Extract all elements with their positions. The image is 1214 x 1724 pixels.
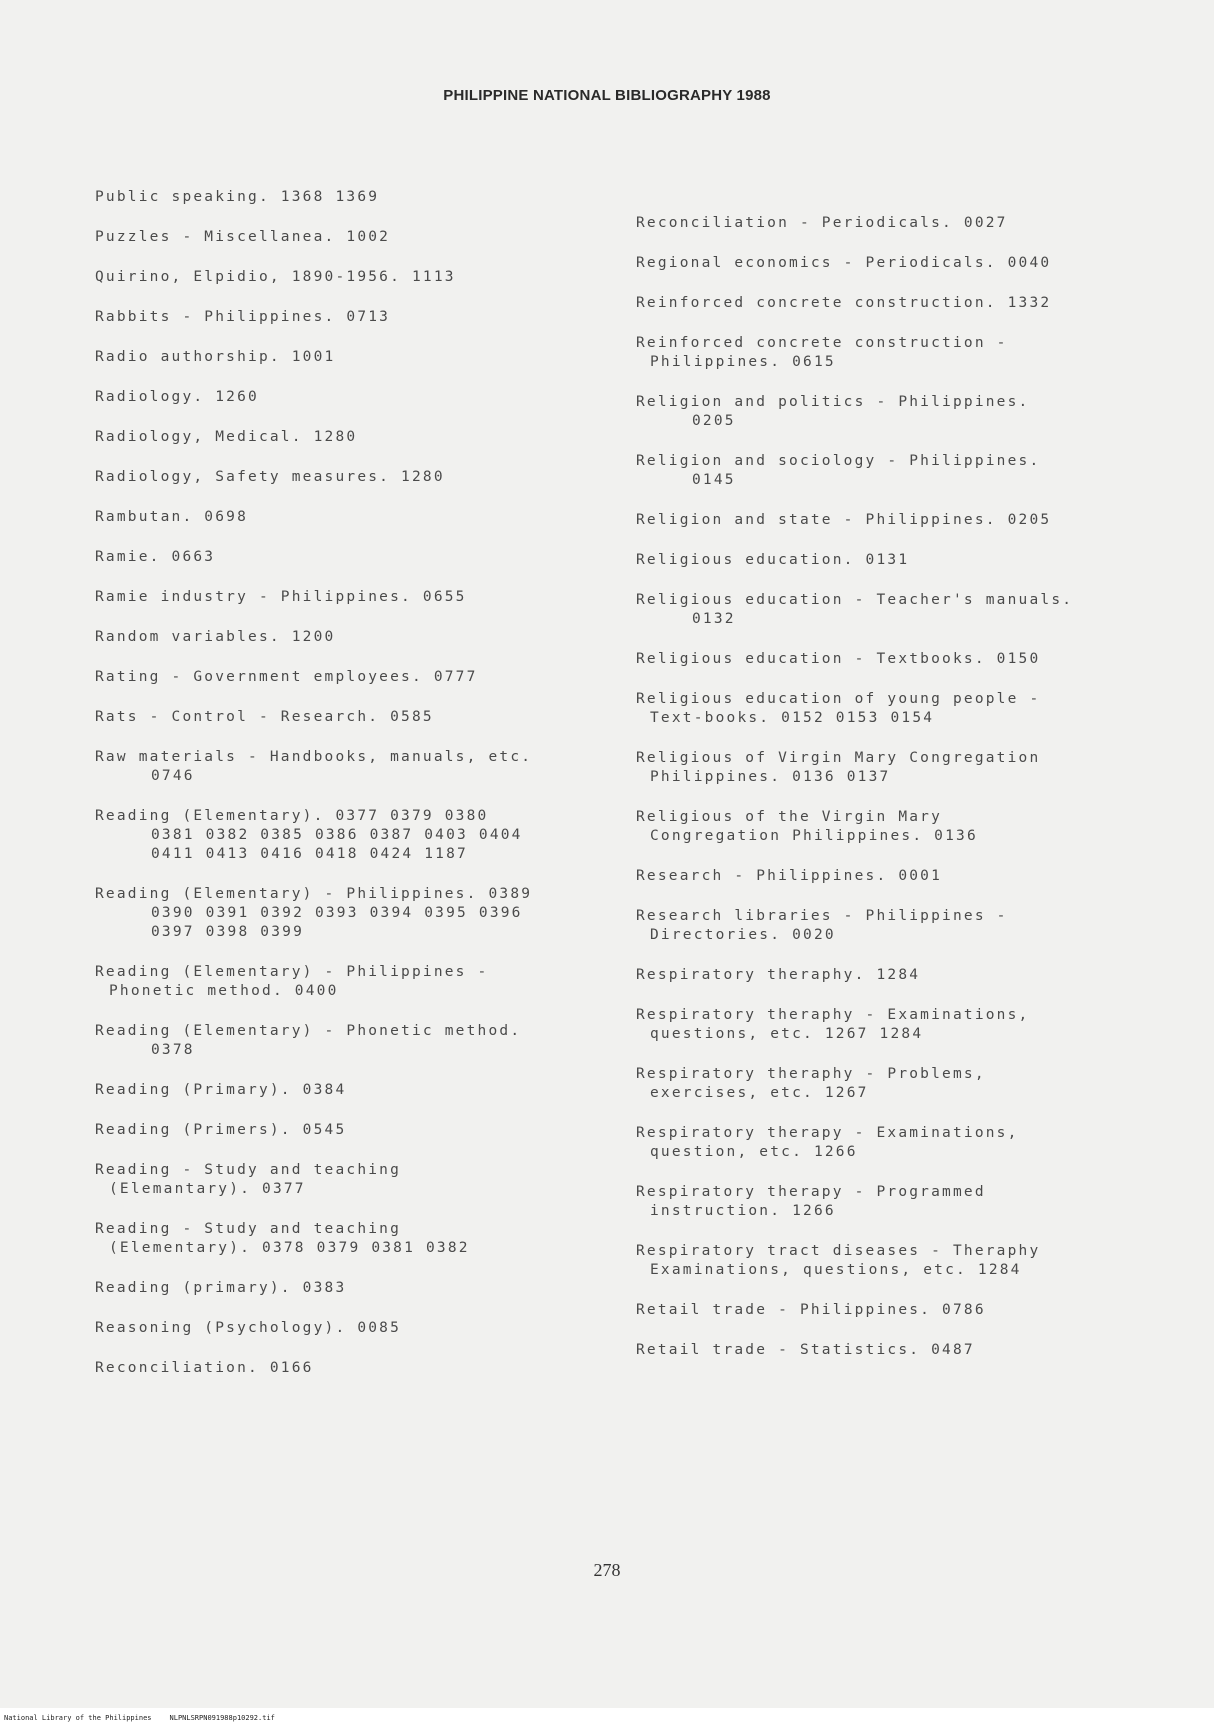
index-entry — [636, 650, 1156, 669]
index-entry — [636, 907, 1156, 945]
entry-heading: Rats - Control - Research. 0585 — [95, 709, 434, 725]
index-entry — [636, 254, 1156, 273]
index-entry — [636, 966, 1156, 985]
entry-heading: Religion and sociology - Philippines. — [636, 453, 1041, 469]
entry-heading: Ramie industry - Philippines. 0655 — [95, 589, 467, 605]
entry-heading: Radiology, Safety measures. 1280 — [95, 469, 445, 485]
entry-continuation: 0132 — [692, 611, 736, 627]
entry-heading: Reading (Primers). 0545 — [95, 1122, 347, 1138]
entry-heading: Reconciliation. 0166 — [95, 1360, 314, 1376]
entry-heading: Research - Philippines. 0001 — [636, 868, 943, 884]
entry-heading: Rambutan. 0698 — [95, 509, 249, 525]
entry-continuation: Philippines. 0136 0137 — [650, 769, 891, 785]
entry-heading: Reading (Primary). 0384 — [95, 1082, 347, 1098]
entry-heading: Raw materials - Handbooks, manuals, etc. — [95, 749, 533, 765]
entry-heading: Reading (Elementary) - Philippines. 0389 — [95, 886, 533, 902]
index-entry — [636, 393, 1156, 431]
entry-heading: Respiratory theraphy - Problems, — [636, 1066, 986, 1082]
index-entry — [95, 348, 615, 367]
index-entry — [636, 511, 1156, 530]
index-entry — [636, 551, 1156, 570]
index-entry — [636, 808, 1156, 846]
index-entry — [95, 388, 615, 407]
index-entry — [636, 1301, 1156, 1320]
entry-heading: Reading (Elementary). 0377 0379 0380 — [95, 808, 489, 824]
entry-continuation: question, etc. 1266 — [650, 1144, 858, 1160]
entry-heading: Rabbits - Philippines. 0713 — [95, 309, 391, 325]
index-entry — [95, 668, 615, 687]
entry-heading: Religious of Virgin Mary Congregation — [636, 750, 1041, 766]
entry-continuation: instruction. 1266 — [650, 1203, 836, 1219]
entry-continuation: 0746 — [151, 768, 195, 784]
entry-continuation: (Elementary). 0378 0379 0381 0382 — [109, 1240, 470, 1256]
entry-heading: Ramie. 0663 — [95, 549, 216, 565]
entry-heading: Radiology. 1260 — [95, 389, 259, 405]
index-entry — [636, 749, 1156, 787]
index-entry — [95, 1319, 615, 1338]
entry-heading: Reading - Study and teaching — [95, 1221, 402, 1237]
index-entry — [95, 268, 615, 287]
index-entry — [95, 188, 615, 207]
right-column — [636, 214, 1156, 1381]
index-entry — [95, 807, 615, 864]
index-entry — [95, 228, 615, 247]
index-entry — [95, 628, 615, 647]
entry-continuation: Directories. 0020 — [650, 927, 836, 943]
index-entry — [95, 1161, 615, 1199]
entry-continuation: 0205 — [692, 413, 736, 429]
index-entry — [636, 1006, 1156, 1044]
entry-continuation: 0381 0382 0385 0386 0387 0403 0404 — [151, 827, 523, 843]
index-entry — [95, 1279, 615, 1298]
index-entry — [636, 1124, 1156, 1162]
scan-footer-text — [4, 1714, 293, 1722]
entry-heading: Reading (Elementary) - Philippines - — [95, 964, 489, 980]
entry-continuation: (Elemantary). 0377 — [109, 1181, 306, 1197]
entry-continuation: 0397 0398 0399 — [151, 924, 305, 940]
index-entry — [95, 1121, 615, 1140]
index-entry — [95, 748, 615, 786]
entry-continuation: Examinations, questions, etc. 1284 — [650, 1262, 1022, 1278]
index-entry — [95, 708, 615, 727]
entry-heading: Radio authorship. 1001 — [95, 349, 336, 365]
entry-heading: Rating - Government employees. 0777 — [95, 669, 478, 685]
index-entry — [636, 867, 1156, 886]
index-entry — [95, 508, 615, 527]
scan-footer — [0, 1708, 1214, 1724]
entry-heading: Religious education - Teacher's manuals. — [636, 592, 1074, 608]
index-entry — [95, 468, 615, 487]
entry-continuation: 0390 0391 0392 0393 0394 0395 0396 — [151, 905, 523, 921]
index-entry — [95, 548, 615, 567]
index-entry — [95, 885, 615, 942]
entry-heading: Public speaking. 1368 1369 — [95, 189, 380, 205]
entry-heading: Reading (primary). 0383 — [95, 1280, 347, 1296]
entry-heading: Reconciliation - Periodicals. 0027 — [636, 215, 1008, 231]
entry-heading: Respiratory therapy - Examinations, — [636, 1125, 1019, 1141]
entry-heading: Religion and state - Philippines. 0205 — [636, 512, 1052, 528]
entry-heading: Reasoning (Psychology). 0085 — [95, 1320, 402, 1336]
entry-continuation: 0378 — [151, 1042, 195, 1058]
index-entry — [636, 452, 1156, 490]
index-entry — [636, 1341, 1156, 1360]
index-entry — [636, 591, 1156, 629]
entry-heading: Retail trade - Statistics. 0487 — [636, 1342, 975, 1358]
entry-heading: Respiratory tract diseases - Theraphy — [636, 1243, 1041, 1259]
entry-continuation: questions, etc. 1267 1284 — [650, 1026, 924, 1042]
index-entry — [95, 428, 615, 447]
entry-heading: Religious education - Textbooks. 0150 — [636, 651, 1041, 667]
index-entry — [95, 963, 615, 1001]
index-entry — [95, 1359, 615, 1378]
entry-heading: Religious of the Virgin Mary — [636, 809, 943, 825]
index-entry — [95, 1220, 615, 1258]
entry-continuation: 0411 0413 0416 0418 0424 1187 — [151, 846, 468, 862]
entry-heading: Reinforced concrete construction - — [636, 335, 1008, 351]
entry-continuation: Text-books. 0152 0153 0154 — [650, 710, 935, 726]
entry-heading: Regional economics - Periodicals. 0040 — [636, 255, 1052, 271]
index-entry — [95, 588, 615, 607]
footer-institution: National Library of the Philippines — [4, 1714, 152, 1722]
entry-heading: Radiology, Medical. 1280 — [95, 429, 358, 445]
entry-continuation: Congregation Philippines. 0136 — [650, 828, 978, 844]
index-entry — [636, 690, 1156, 728]
entry-heading: Religious education. 0131 — [636, 552, 910, 568]
index-entry — [636, 334, 1156, 372]
entry-heading: Reading - Study and teaching — [95, 1162, 402, 1178]
page-title: PHILIPPINE NATIONAL BIBLIOGRAPHY 1988 — [443, 87, 771, 104]
entry-heading: Retail trade - Philippines. 0786 — [636, 1302, 986, 1318]
entry-heading: Quirino, Elpidio, 1890-1956. 1113 — [95, 269, 456, 285]
entry-heading: Respiratory theraphy - Examinations, — [636, 1007, 1030, 1023]
entry-continuation: 0145 — [692, 472, 736, 488]
entry-heading: Religion and politics - Philippines. — [636, 394, 1030, 410]
left-column — [95, 188, 615, 1399]
index-entry — [636, 214, 1156, 233]
index-entry — [95, 1022, 615, 1060]
entry-heading: Reading (Elementary) - Phonetic method. — [95, 1023, 522, 1039]
index-entry — [95, 1081, 615, 1100]
index-entry — [95, 308, 615, 327]
footer-file: NLPNLSRPN091988p10292.tif — [169, 1714, 275, 1722]
entry-continuation: exercises, etc. 1267 — [650, 1085, 869, 1101]
index-entry — [636, 1065, 1156, 1103]
entry-heading: Random variables. 1200 — [95, 629, 336, 645]
index-entry — [636, 1183, 1156, 1221]
index-entry — [636, 1242, 1156, 1280]
entry-heading: Respiratory theraphy. 1284 — [636, 967, 921, 983]
entry-continuation: Phonetic method. 0400 — [109, 983, 339, 999]
entry-heading: Respiratory therapy - Programmed — [636, 1184, 986, 1200]
entry-heading: Religious education of young people - — [636, 691, 1041, 707]
page-number: 278 — [593, 1560, 621, 1580]
entry-heading: Reinforced concrete construction. 1332 — [636, 295, 1052, 311]
index-entry — [636, 294, 1156, 313]
entry-heading: Puzzles - Miscellanea. 1002 — [95, 229, 391, 245]
entry-heading: Research libraries - Philippines - — [636, 908, 1008, 924]
entry-continuation: Philippines. 0615 — [650, 354, 836, 370]
